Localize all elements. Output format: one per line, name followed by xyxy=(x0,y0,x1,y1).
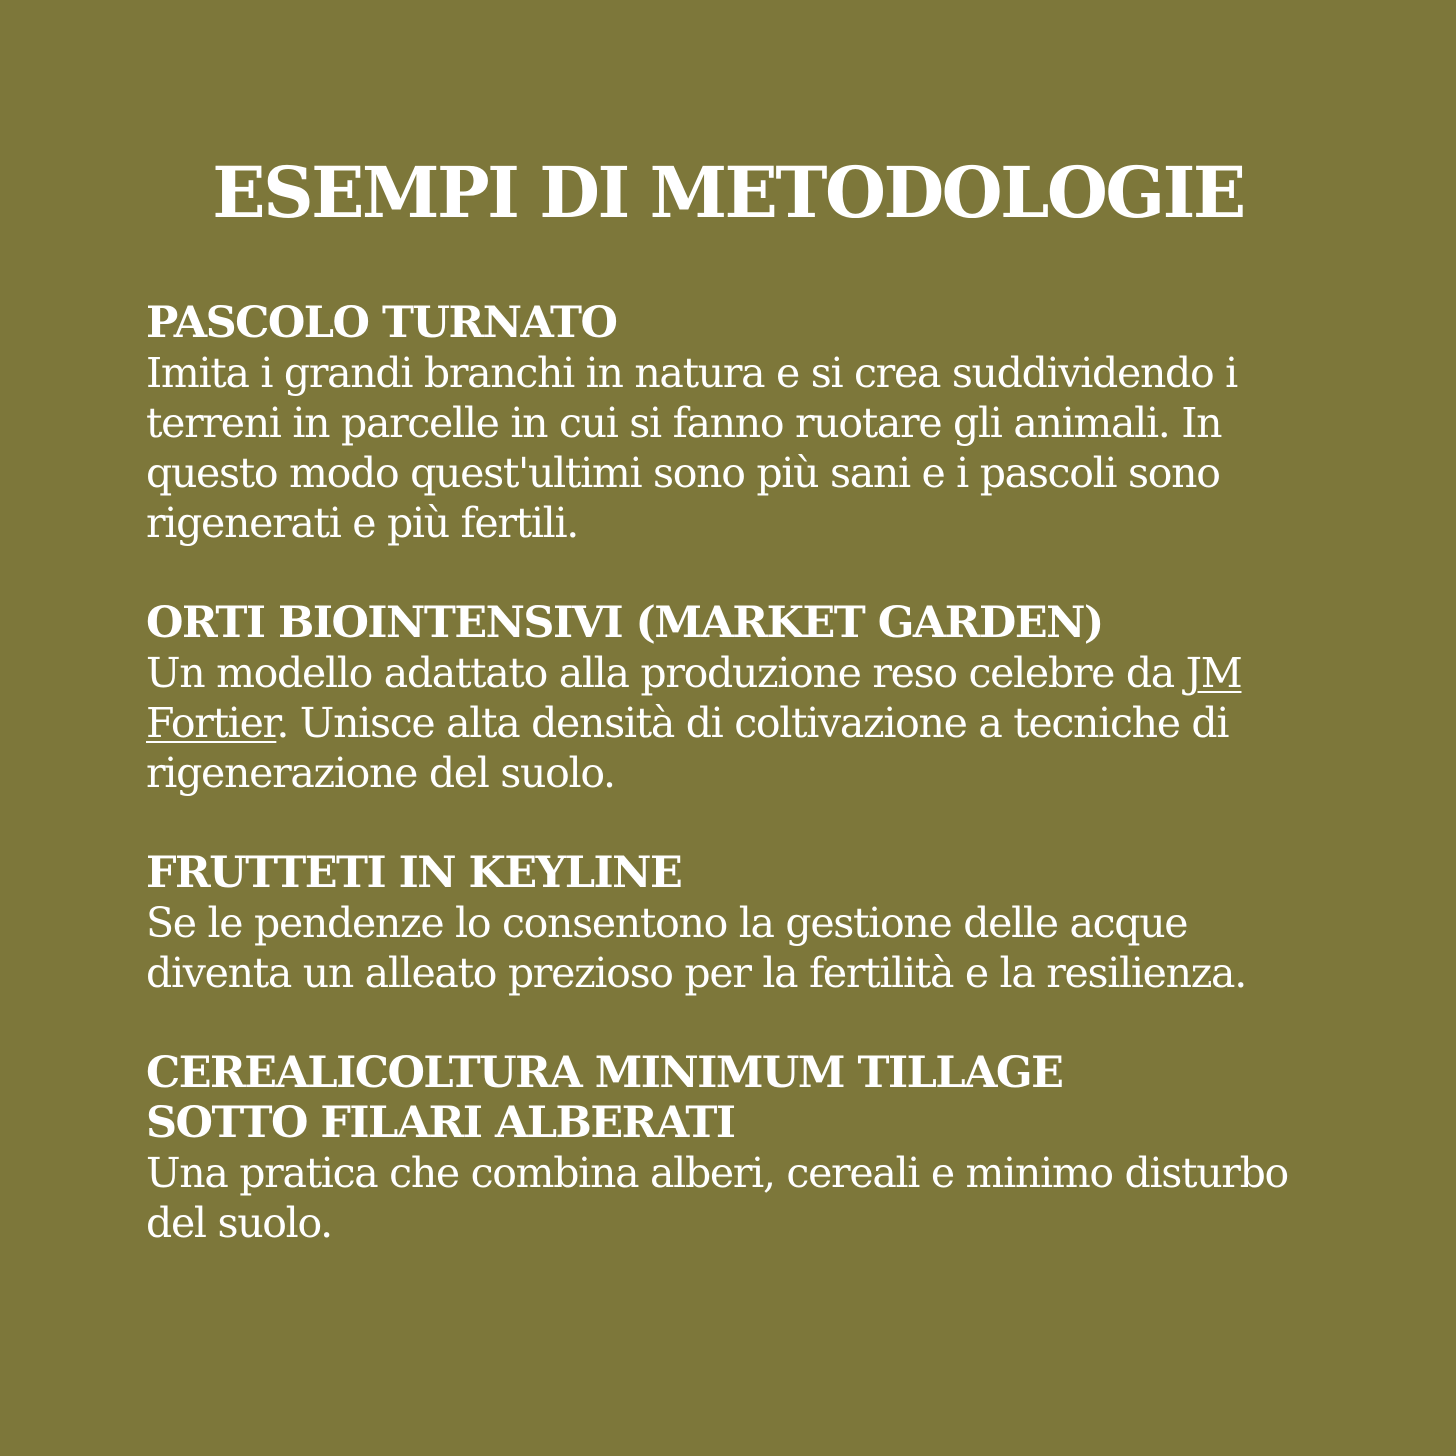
jm-fortier-link[interactable]: JM Fortier xyxy=(146,649,1242,747)
heading-line-1: CEREALICOLTURA MINIMUM TILLAGE xyxy=(146,1048,1063,1098)
method-heading: FRUTTETI IN KEYLINE xyxy=(146,848,682,898)
method-description: Se le pendenze lo consentono la gestione delle acque diventa un alleato prezioso per la fertilità e la resilienza. xyxy=(146,899,1246,997)
method-description: Una pratica che combina alberi, cereali e minimo disturbo del suolo. xyxy=(146,1149,1288,1247)
page-title: ESEMPI DI METODOLOGIE xyxy=(212,151,1244,234)
methods-list xyxy=(146,298,1336,1298)
method-orti-biointensivi xyxy=(146,598,1336,798)
method-heading xyxy=(146,1048,1336,1148)
description-text-before: Un modello adattato alla produzione reso celebre da xyxy=(146,649,1186,697)
method-frutteti-keyline xyxy=(146,848,1336,998)
method-cerealicoltura xyxy=(146,1048,1336,1248)
method-heading: ORTI BIOINTENSIVI (MARKET GARDEN) xyxy=(146,598,1103,648)
method-pascolo-turnato xyxy=(146,298,1336,548)
method-description: Imita i grandi branchi in natura e si crea suddividendo i terreni in parcelle in cui si fanno ruotare gli animali. In questo modo quest'ultimi sono più sani e i pascoli sono rigenerati e più fertili. xyxy=(146,349,1237,547)
method-description xyxy=(146,648,1336,798)
method-heading: PASCOLO TURNATO xyxy=(146,298,617,348)
heading-line-2: SOTTO FILARI ALBERATI xyxy=(146,1098,735,1148)
description-text-after: . Unisce alta densità di coltivazione a tecniche di rigenerazione del suolo. xyxy=(146,699,1229,797)
